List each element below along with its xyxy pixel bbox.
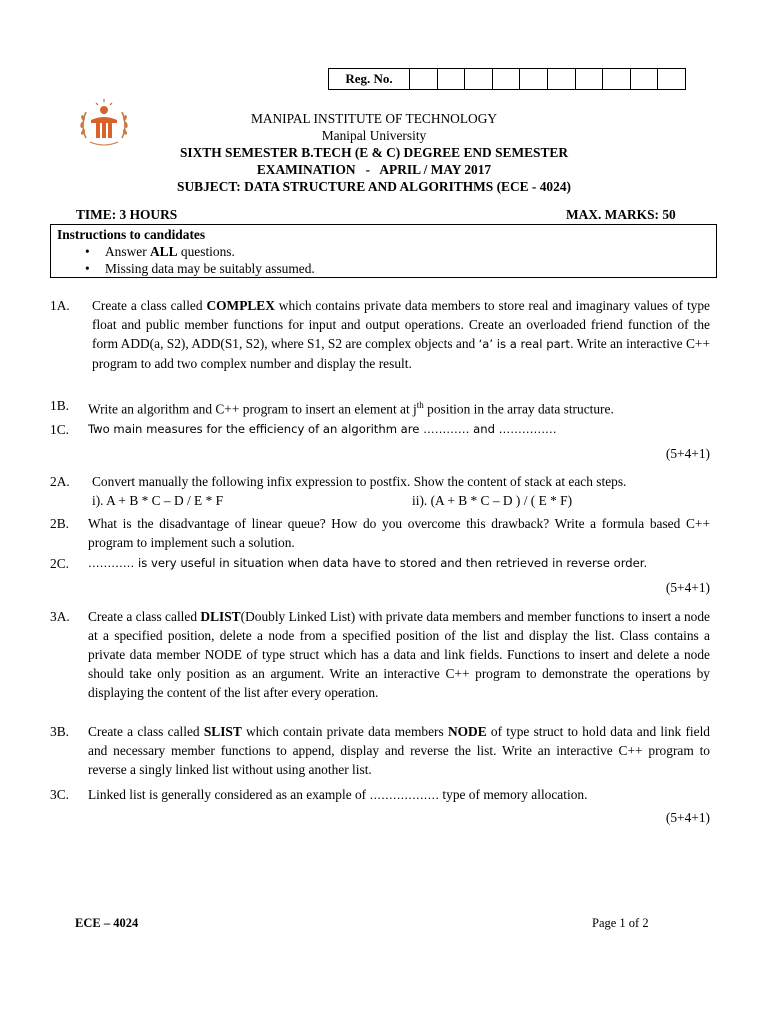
question-text: (Doubly Linked List) with private data members and member functions to insert a node at a specified position, delete a node from a specified position of the list and display the list. Class contains a private data member NODE of type struct which has a data and link fields. Functions to insert and delete a node should take only position as an argument. Write an interactive C++ program to demonstrate the operations by displaying the content of the list after every operation. — [88, 609, 710, 700]
question-text: What is the disadvantage of linear queue? How do you overcome this drawback? Write a formula based C++ program to implement such a solution. — [88, 516, 710, 550]
question-text: Write an algorithm and C++ program to insert an element at j — [88, 401, 417, 417]
question-number: 1C. — [50, 422, 69, 437]
question-number: 2B. — [50, 516, 69, 531]
question-text: ‘a’ is a real part. — [478, 337, 574, 351]
reg-no-label: Reg. No. — [329, 69, 410, 89]
question-text: Create a class called — [88, 609, 201, 624]
question-number: 3B. — [50, 724, 69, 739]
question-text: which contain private data members — [241, 724, 448, 739]
question-number: 1B. — [50, 398, 69, 413]
exam-title: EXAMINATION - APRIL / MAY 2017 — [256, 162, 492, 177]
question-keyword: COMPLEX — [206, 298, 275, 313]
reg-no-cell — [576, 69, 604, 89]
reg-no-cell — [493, 69, 521, 89]
semester-title: SIXTH SEMESTER B.TECH (E & C) DEGREE END SEMESTER — [179, 145, 569, 160]
reg-no-cell — [520, 69, 548, 89]
instructions-box — [50, 224, 717, 278]
footer-course-code: ECE – 4024 — [75, 916, 139, 930]
question-text: which contains private data members to store real and imaginary values of type float and public member functions for input and output operations. Create an overloaded friend function of the form ADD(a, S2), ADD(S1, S2), where S1, S2 are complex objects and — [92, 298, 710, 351]
question-number: 3C. — [50, 787, 69, 802]
reg-no-cell — [465, 69, 493, 89]
question-text: Linked list is generally considered as an example of — [88, 787, 370, 802]
instruction-text: Answer — [105, 244, 150, 259]
question-2a — [50, 472, 710, 491]
question-text: type of memory allocation. — [439, 787, 588, 802]
max-marks: MAX. MARKS: 50 — [566, 207, 676, 222]
question-text: Write an interactive C++ program to add two complex number and display the result. — [92, 336, 711, 371]
question-3c — [50, 785, 710, 805]
reg-no-cell — [438, 69, 466, 89]
marks-distribution: (5+4+1) — [665, 810, 710, 825]
reg-no-box — [328, 68, 686, 90]
question-text: position in the array data structure. — [423, 401, 614, 417]
question-number: 1A. — [50, 298, 70, 313]
reg-no-cell — [658, 69, 685, 89]
question-3a — [50, 607, 710, 702]
question-number: 3A. — [50, 609, 70, 624]
instructions-list — [57, 243, 710, 277]
question-1c — [50, 420, 710, 439]
question-number: 2C. — [50, 556, 69, 571]
marks-distribution: (5+4+1) — [665, 446, 710, 461]
question-blank: ……………… — [369, 788, 440, 802]
question-2b — [50, 514, 710, 552]
instructions-title: Instructions to candidates — [57, 227, 206, 242]
marks-distribution: (5+4+1) — [665, 580, 710, 595]
footer-page-number: Page 1 of 2 — [592, 916, 649, 930]
question-text: Create a class called — [88, 724, 204, 739]
subject-title: SUBJECT: DATA STRUCTURE AND ALGORITHMS (ECE - 4024) — [177, 179, 571, 194]
institute-name: MANIPAL INSTITUTE OF TECHNOLOGY — [250, 111, 498, 126]
question-text: Create a class called — [92, 298, 207, 313]
exam-time: TIME: 3 HOURS — [76, 207, 178, 222]
instruction-item: • Missing data may be suitably assumed. — [105, 260, 710, 277]
reg-no-cell — [410, 69, 438, 89]
question-text: Convert manually the following infix expression to postfix. Show the content of stack at each steps. — [92, 474, 627, 489]
question-2c — [50, 554, 710, 573]
instruction-item — [105, 243, 710, 260]
question-number: 2A. — [50, 474, 70, 489]
question-text: of type struct to hold data and link field and necessary member functions to append, display and reverse the list. Write an interactive C++ program to reverse a singly linked list without using another list. — [88, 724, 710, 777]
question-text: Two main measures for the efficiency of an algorithm are ………… and …………… — [88, 422, 557, 436]
question-1a — [50, 296, 710, 373]
question-keyword: NODE — [447, 724, 487, 739]
superscript: th — [416, 400, 424, 410]
question-keyword: DLIST — [200, 609, 241, 624]
instruction-text: questions. — [177, 244, 235, 259]
question-1b — [50, 396, 710, 418]
reg-no-cell — [548, 69, 576, 89]
university-name: Manipal University — [321, 128, 427, 143]
reg-no-cell — [631, 69, 659, 89]
question-3b — [50, 722, 710, 779]
reg-no-cell — [603, 69, 631, 89]
question-text: ………… is very useful in situation when data have to stored and then retrieved in reverse order. — [88, 556, 648, 570]
expression-ii: ii). (A + B * C – D ) / ( E * F) — [412, 493, 573, 508]
instruction-emphasis: ALL — [150, 244, 178, 259]
expression-i: i). A + B * C – D / E * F — [92, 493, 224, 508]
question-keyword: SLIST — [203, 724, 242, 739]
